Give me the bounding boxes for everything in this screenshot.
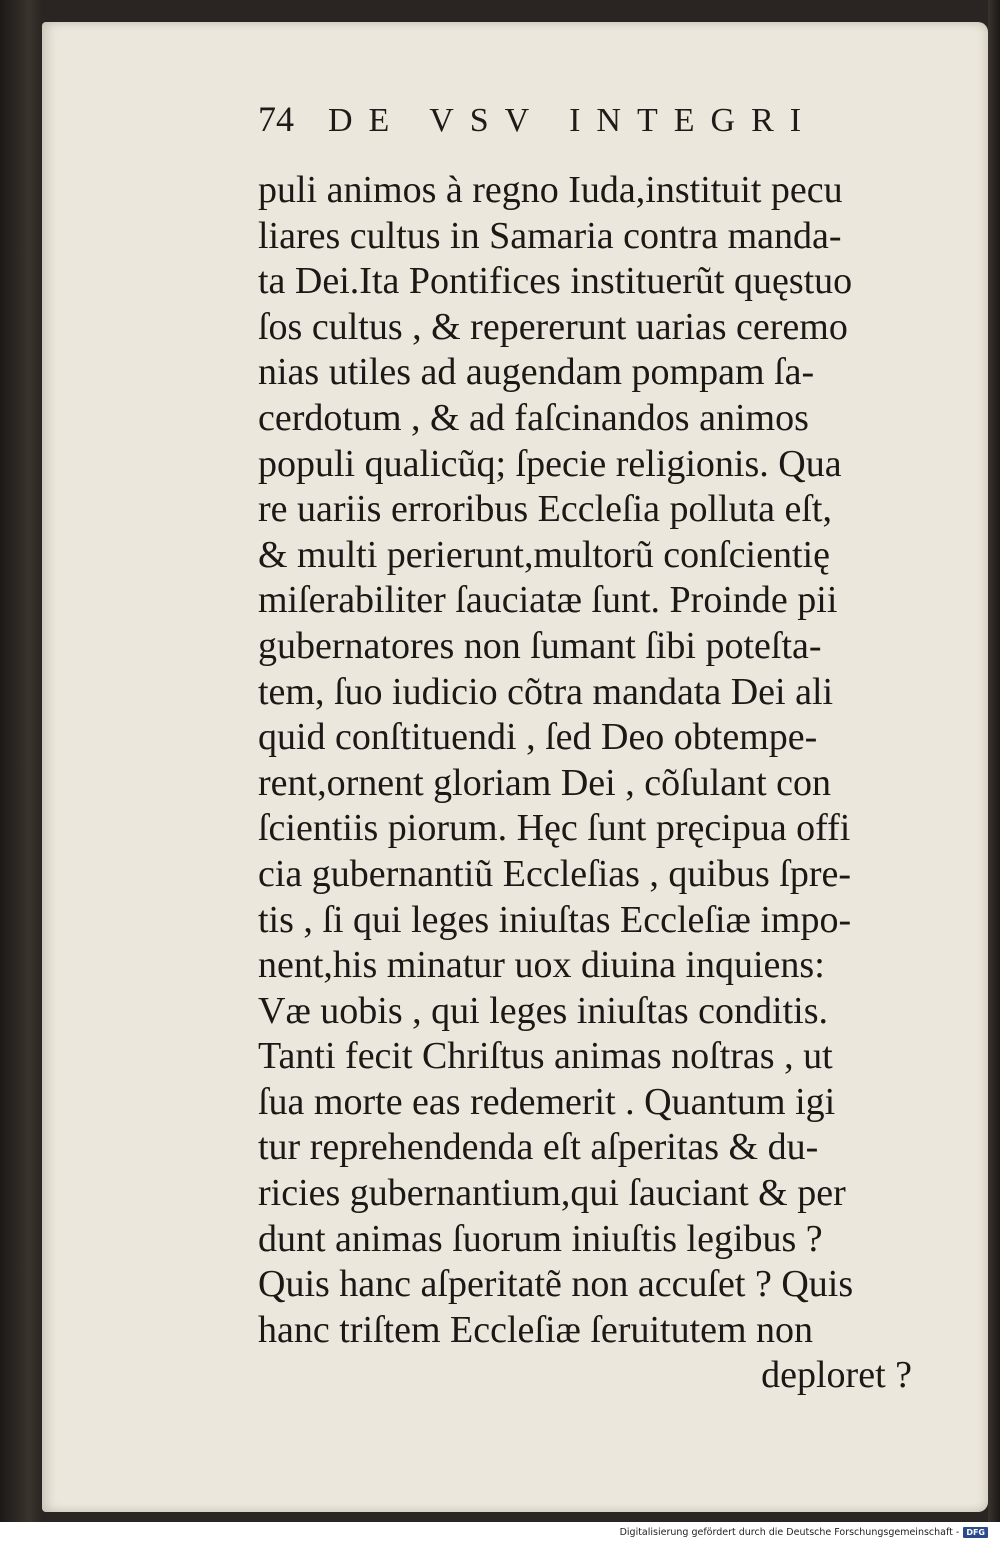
text-line: ſua morte eas redemerit . Quantum igi: [258, 1080, 836, 1123]
text-line: tur reprehendenda eſt aſperitas & du-: [258, 1126, 819, 1169]
text-line: ricies gubernantium,qui ſauciant & per: [258, 1172, 846, 1215]
dfg-logo: DFG: [963, 1527, 988, 1538]
book-edge: [988, 0, 1000, 1522]
text-line: ſcientiis piorum. Hęc ſunt pręcipua offi: [258, 807, 851, 850]
text-line: tem, ſuo iudicio cõtra mandata Dei ali: [258, 670, 834, 713]
text-line: populi qualicũq; ſpecie religionis. Qua: [258, 442, 842, 485]
text-line: Væ uobis , qui leges iniuſtas conditis.: [258, 989, 828, 1032]
text-block: [258, 168, 918, 1399]
text-line: quid conſtituendi , ſed Deo obtempe-: [258, 716, 818, 759]
text-line: Quis hanc aſperitatẽ non accuſet ? Quis: [258, 1263, 854, 1306]
text-line: hanc triſtem Eccleſiæ ſeruitutem non: [258, 1308, 814, 1351]
text-line: liares cultus in Samaria contra manda-: [258, 214, 842, 257]
text-line: re uariis erroribus Eccleſia polluta eſt,: [258, 488, 832, 531]
text-line: cia gubernantiũ Eccleſias , quibus ſpre-: [258, 852, 852, 895]
text-line: ſos cultus , & repererunt uarias ceremo: [258, 305, 848, 348]
text-line: dunt animas ſuorum iniuſtis legibus ?: [258, 1217, 823, 1260]
text-line: & multi perierunt,multorũ conſcientię: [258, 533, 830, 576]
funding-notice: Digitalisierung gefördert durch die Deutsche Forschungsgemeinschaft -: [619, 1527, 960, 1538]
page-number: 74: [258, 99, 294, 139]
running-title: DE VSV INTEGRI: [328, 102, 818, 139]
book-spine: [0, 0, 42, 1522]
text-line-final: deploret ?: [761, 1354, 912, 1397]
running-head: [258, 98, 878, 148]
text-line: tis , ſi qui leges iniuſtas Eccleſiæ impo-: [258, 898, 852, 941]
text-line: cerdotum , & ad faſcinandos animos: [258, 396, 809, 439]
footer: [0, 1522, 1000, 1543]
text-line: puli animos à regno Iuda,instituit pecu: [258, 169, 843, 211]
text-line: ta Dei.Ita Pontifices instituerũt quęstuo: [258, 260, 853, 303]
text-line: nent,his minatur uox diuina inquiens:: [258, 944, 825, 987]
text-line: nias utiles ad augendam pompam ſa-: [258, 351, 815, 394]
text-line: gubernatores non ſumant ſibi poteſta-: [258, 624, 822, 667]
text-line: miſerabiliter ſauciatæ ſunt. Proinde pii: [258, 579, 838, 622]
text-line: Tanti fecit Chriſtus animas noſtras , ut: [258, 1035, 833, 1078]
text-line: rent,ornent gloriam Dei , cõſulant con: [258, 761, 831, 804]
